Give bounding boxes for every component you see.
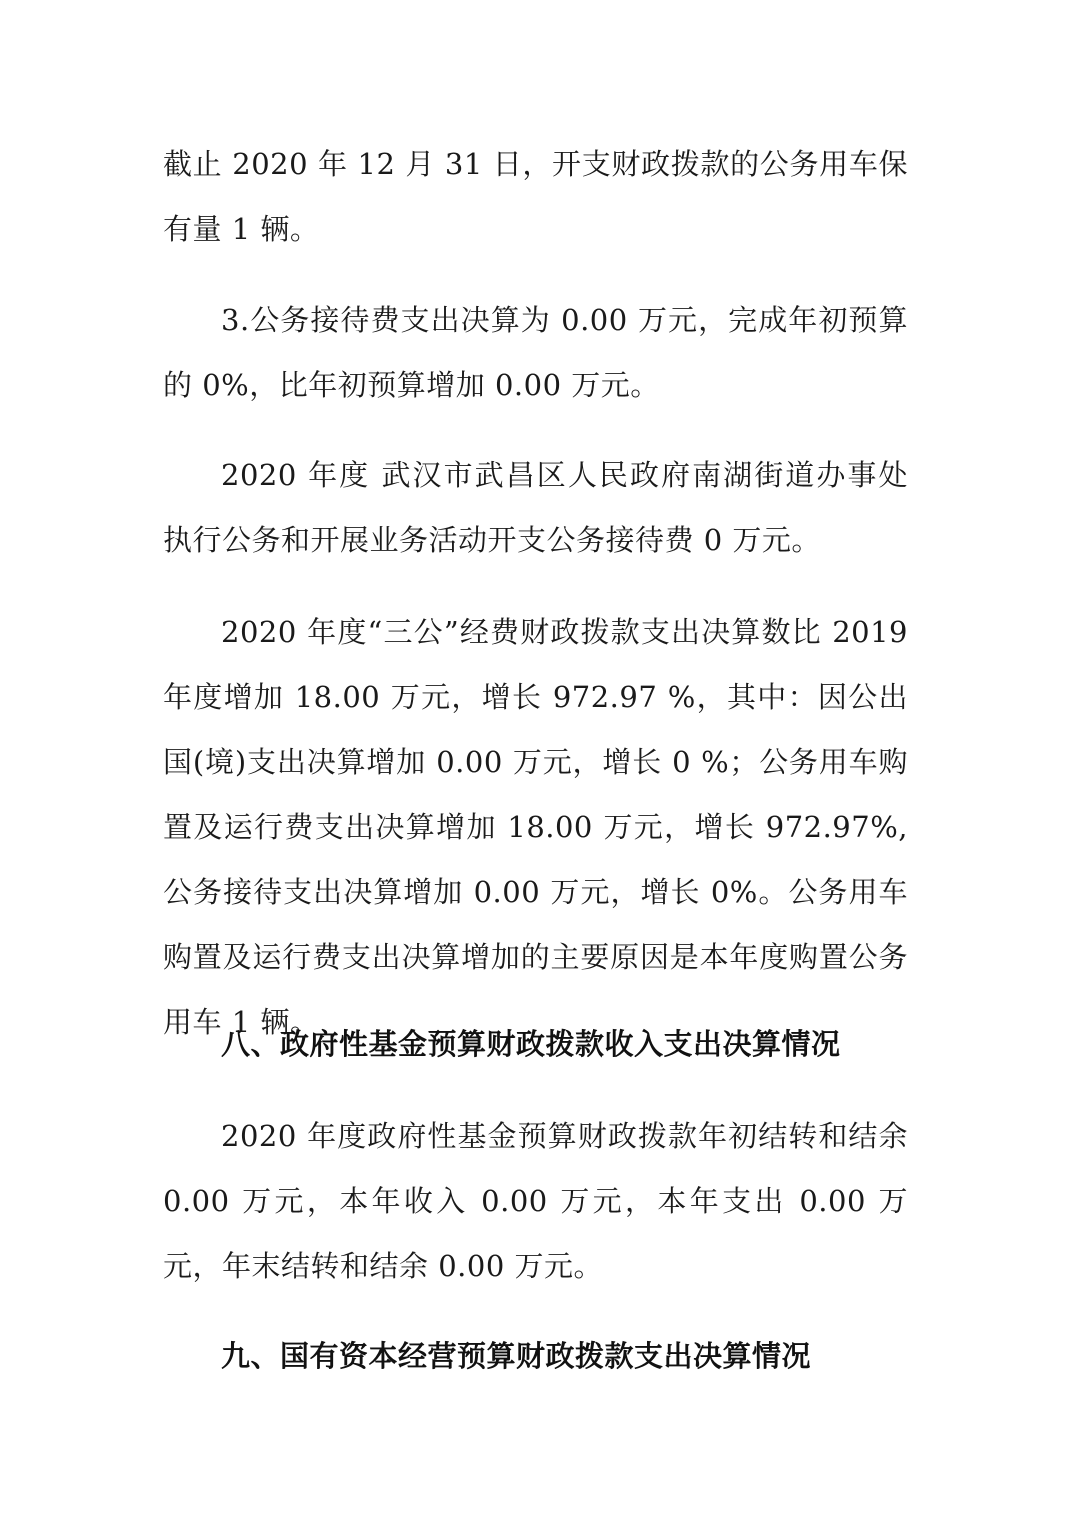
section-heading-state-capital: 九、国有资本经营预算财政拨款支出决算情况 — [221, 1339, 812, 1373]
paragraph-reception-expense: 3.公务接待费支出决算为 0.00 万元，完成年初预算的 0%，比年初预算增加 0.00 万元。 — [163, 303, 908, 402]
paragraph-three-public-expenses: 2020 年度“三公”经费财政拨款支出决算数比 2019 年度增加 18.00 万元，增长 972.97 %，其中：因公出国(境)支出决算增加 0.00 万元，增长 0 %；公务用车购置及运行费支出决算增加 18.00 万元，增长 972.97%,公务接待支出决算增加 0.00 万元，增长 0%。公务用车购置及运行费支出决算增加的主要原因是本年度购置公务用车 1 辆。 — [163, 615, 908, 1039]
paragraph-vehicle-count: 截止 2020 年 12 月 31 日，开支财政拨款的公务用车保有量 1 辆。 — [163, 147, 908, 246]
section-heading-government-fund: 八、政府性基金预算财政拨款收入支出决算情况 — [221, 1027, 841, 1061]
paragraph-reception-detail: 2020 年度 武汉市武昌区人民政府南湖街道办事处 执行公务和开展业务活动开支公务接待费 0 万元。 — [163, 458, 908, 557]
paragraph-government-fund: 2020 年度政府性基金预算财政拨款年初结转和结余 0.00 万元，本年收入 0.00 万元，本年支出 0.00 万元，年末结转和结余 0.00 万元。 — [163, 1119, 908, 1283]
